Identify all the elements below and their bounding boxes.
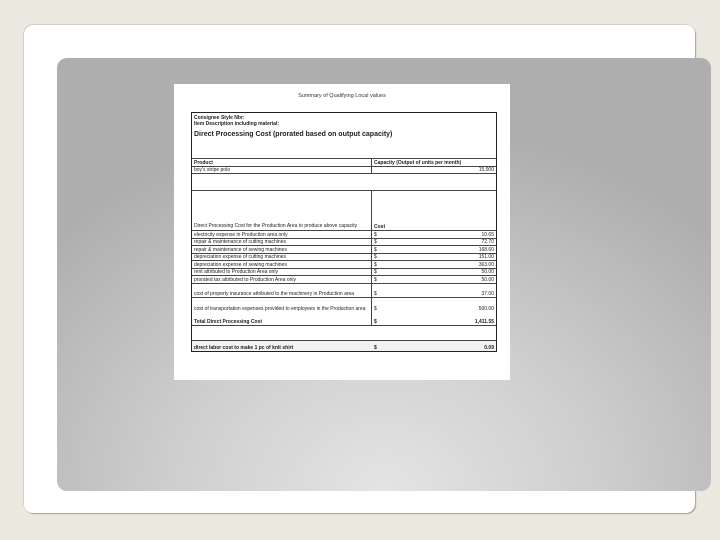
currency: $ [374, 239, 377, 245]
currency: $ [374, 305, 377, 312]
item-description-label: Item Description including material: [194, 121, 280, 127]
currency: $ [374, 246, 377, 253]
cost-item-value: 37.00 [481, 290, 494, 297]
cost-item-value: 151.00 [478, 254, 494, 260]
cost-table [191, 112, 497, 352]
cost-section-header: Direct Processing Cost for the Production Area to produce above capacity [192, 191, 372, 230]
table-row-blank [192, 326, 496, 341]
cost-item-label: rent attributed to Production Area only [192, 269, 372, 276]
cost-item-label: repair & maintenance of cutting machines [192, 239, 372, 246]
currency: $ [374, 344, 377, 351]
cost-item-label: prorated tax attributed to Production Area only [192, 276, 372, 283]
table-row [192, 231, 496, 239]
document-title: Summary of Qualifying Local values [298, 93, 386, 99]
capacity-header: Capacity (Output of units per month) [374, 160, 462, 166]
labor-label: direct labor cost to make 1 pc of knit shirt [194, 344, 294, 351]
cost-item-value: 50.00 [481, 276, 494, 283]
table-row [192, 191, 496, 231]
scanned-document-image [174, 84, 510, 380]
cost-header: Cost [374, 224, 386, 230]
table-row [192, 276, 496, 284]
table-row [192, 167, 496, 174]
product-value: boy's stripe polo [192, 167, 372, 173]
cost-item-value: 363.00 [478, 261, 494, 268]
cost-item-value: 500.00 [478, 305, 494, 312]
table-row [192, 298, 496, 312]
table-header-block [192, 113, 496, 159]
currency: $ [374, 269, 377, 275]
section-title: Direct Processing Cost (prorated based on output capacity) [194, 131, 393, 138]
capacity-value: 15,000 [478, 167, 494, 173]
table-row-labor [192, 341, 496, 351]
product-header: Product [192, 159, 372, 166]
table-row [192, 269, 496, 277]
labor-value: 0.09 [484, 344, 494, 351]
currency: $ [374, 290, 377, 297]
currency: $ [374, 261, 377, 268]
table-row-total [192, 312, 496, 326]
cost-item-label: cost of transportation expenses provided to employees in the Production area [192, 298, 372, 312]
cost-item-value: 72.70 [481, 239, 494, 245]
table-row [192, 159, 496, 167]
cost-item-label: electricity expense in Production area only [192, 231, 372, 238]
cost-item-label: depreciation expense of cutting machines [192, 254, 372, 261]
currency: $ [374, 254, 377, 260]
table-row [192, 239, 496, 247]
total-label: Total Direct Processing Cost [192, 312, 372, 325]
currency: $ [374, 318, 377, 325]
cost-item-value: 168.60 [478, 246, 494, 253]
table-row-blank [192, 174, 496, 191]
cost-item-value: 50.00 [481, 269, 494, 275]
table-row [192, 254, 496, 262]
consignee-label: Consignee Style Nbr: [194, 115, 245, 121]
currency: $ [374, 231, 377, 238]
currency: $ [374, 276, 377, 283]
cost-item-label: cost of property insurance attributed to the machinery in Production area [192, 284, 372, 297]
cost-item-label: repair & maintenance of sewing machines [192, 246, 372, 253]
table-row [192, 246, 496, 254]
cost-item-label: depreciation expense of sewing machines [192, 261, 372, 268]
total-value: 1,411.55 [474, 318, 494, 325]
table-row [192, 261, 496, 269]
table-row [192, 284, 496, 298]
cost-item-value: 10.65 [481, 231, 494, 238]
